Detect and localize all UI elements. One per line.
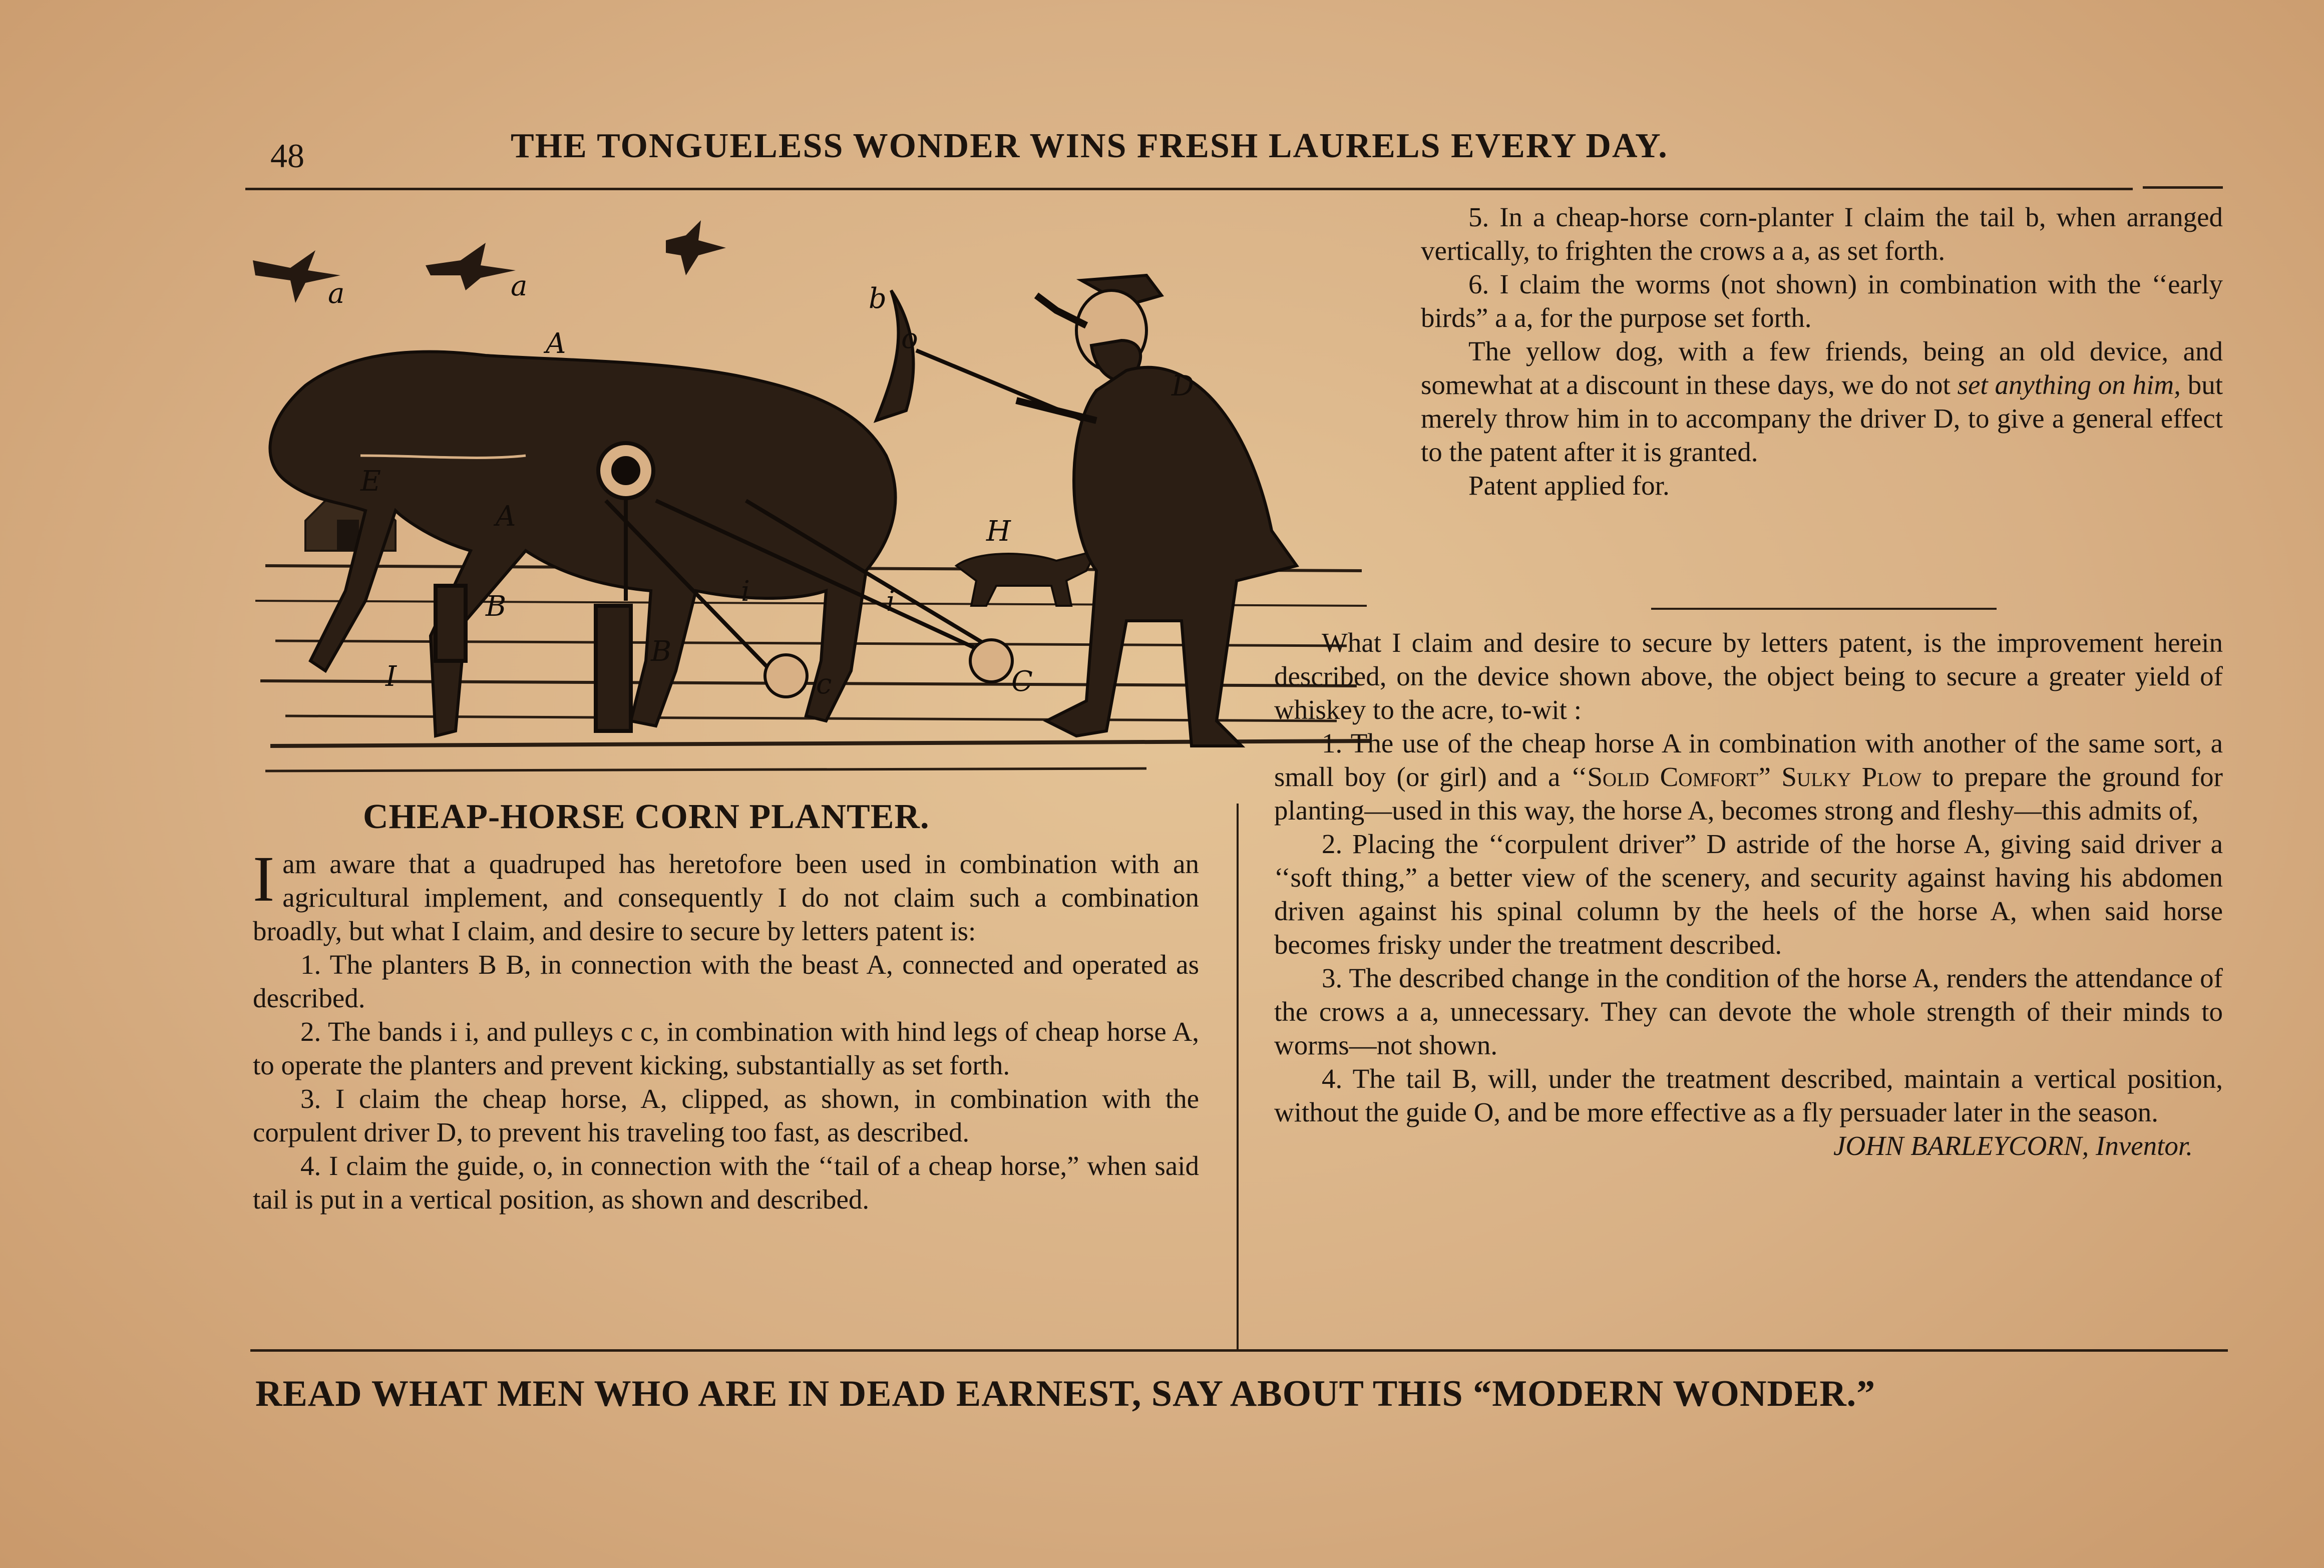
signature-name: JOHN BARLEYCORN, [1833,1130,2089,1161]
label-C: C [1011,665,1033,698]
label-H: H [986,515,1011,548]
label-A-mid: A [496,500,516,533]
crow-icons [253,220,726,303]
section-title: CHEAP-HORSE CORN PLANTER. [363,798,930,836]
column-divider [1237,804,1239,1349]
dog-drawing [956,551,1096,606]
corn-planter-illustration [245,220,1372,796]
yellow-dog-paragraph [1421,334,2223,469]
driver-drawing [1016,275,1297,746]
left-claim-3: 3. I claim the cheap horse, A, clipped, as shown, in combination with the corpulent driver D, to prevent his traveling too fast, as described. [253,1083,1199,1147]
pulley-wheels [765,640,1012,697]
page-number: 48 [270,137,304,175]
label-I: I [385,660,397,693]
left-claim-4: 4. I claim the guide, o, in connection with the ‘‘tail of a cheap horse,” when said tail is put in a vertical position, as shown and described. [253,1150,1199,1215]
section-rule [1651,608,1997,610]
intro-text: am aware that a quadruped has heretofore been used in combination with an agricultural implement, and consequently I do not claim such a combination broadly, but what I claim, and desire to secure by letters patent is: [253,849,1199,946]
label-D: D [1172,370,1194,403]
label-i-1: i [741,575,750,608]
label-a-2: a [511,270,528,302]
dog-text-before: The yellow dog, with a few friends, being an old device, and somewhat at a discount in these days, we do not [1421,336,2223,400]
dog-text-italic: set anything on him, [1957,369,2181,400]
header-title: THE TONGUELESS WONDER WINS FRESH LAURELS EVERY DAY. [511,127,1668,165]
patent-applied: Patent applied for. [1468,470,1670,501]
right-bottom-column [1274,626,2223,1162]
drop-cap: I [253,843,275,915]
item1-smallcaps: Solid Comfort” Sulky Plow [1587,761,1922,792]
right-top-column [1421,200,2223,502]
right-item-1 [1274,726,2223,827]
label-A-top: A [546,327,566,360]
footer-rule [250,1349,2228,1352]
right-item-4: 4. The tail B, will, under the treatment described, maintain a vertical position, without the guide O, and be more effective as a fly persuader later in the season. [1274,1063,2223,1127]
label-o: o [901,322,918,355]
label-i-2: i [886,585,895,618]
dog-text-after: but merely throw him in to accompany the driver D, to give a general effect to the patent after it is granted. [1421,369,2223,467]
label-B-2: B [651,635,672,668]
left-claim-2: 2. The bands i i, and pulleys c c, in combination with hind legs of cheap horse A, to operate the planters and prevent kicking, substantially as set forth. [253,1016,1199,1080]
label-a-1: a [328,277,345,310]
left-column [253,843,1199,1216]
item1-before: 1. The use of the cheap horse A in combination with another of the same sort, a small boy (or girl) and a ‘‘ [1274,728,2223,792]
claim-6: 6. I claim the worms (not shown) in combination with the ‘‘early birds” a a, for the purpose set forth. [1421,269,2223,333]
claim-intro: What I claim and desire to secure by letters patent, is the improvement herein described, on the device shown above, the object being to secure a greater yield of whiskey to the acre, to-wit : [1274,627,2223,725]
signature-role: Inventor. [2096,1130,2193,1161]
right-item-2: 2. Placing the ‘‘corpulent driver” D astride of the horse A, giving said driver a ‘‘soft thing,” a better view of the scenery, and security against having his abdomen driven against his spinal column by the heels of the horse A, when said horse becomes frisky under the treatment described. [1274,829,2223,960]
item1-after: to prepare the ground for planting—used in this way, the horse A, becomes strong and fleshy—this admits of, [1274,761,2223,826]
header-rule-end [2143,186,2223,189]
left-claim-1: 1. The planters B B, in connection with the beast A, connected and operated as described. [253,949,1199,1013]
right-item-3: 3. The described change in the condition of the horse A, renders the attendance of the crows a a, unnecessary. They can devote the whole strength of their minds to worms—not shown. [1274,963,2223,1060]
label-b: b [869,282,887,315]
footer-title: READ WHAT MEN WHO ARE IN DEAD EARNEST, SAY ABOUT THIS “MODERN WONDER.” [255,1373,1876,1414]
label-c: c [816,668,832,700]
label-B-1: B [486,590,507,623]
header-rule [245,188,2133,190]
signature [1274,1129,2223,1162]
claim-5: 5. In a cheap-horse corn-planter I claim the tail b, when arranged vertically, to frighten the crows a a, as set forth. [1421,202,2223,266]
label-E: E [360,465,381,498]
intro-paragraph [253,843,1199,948]
